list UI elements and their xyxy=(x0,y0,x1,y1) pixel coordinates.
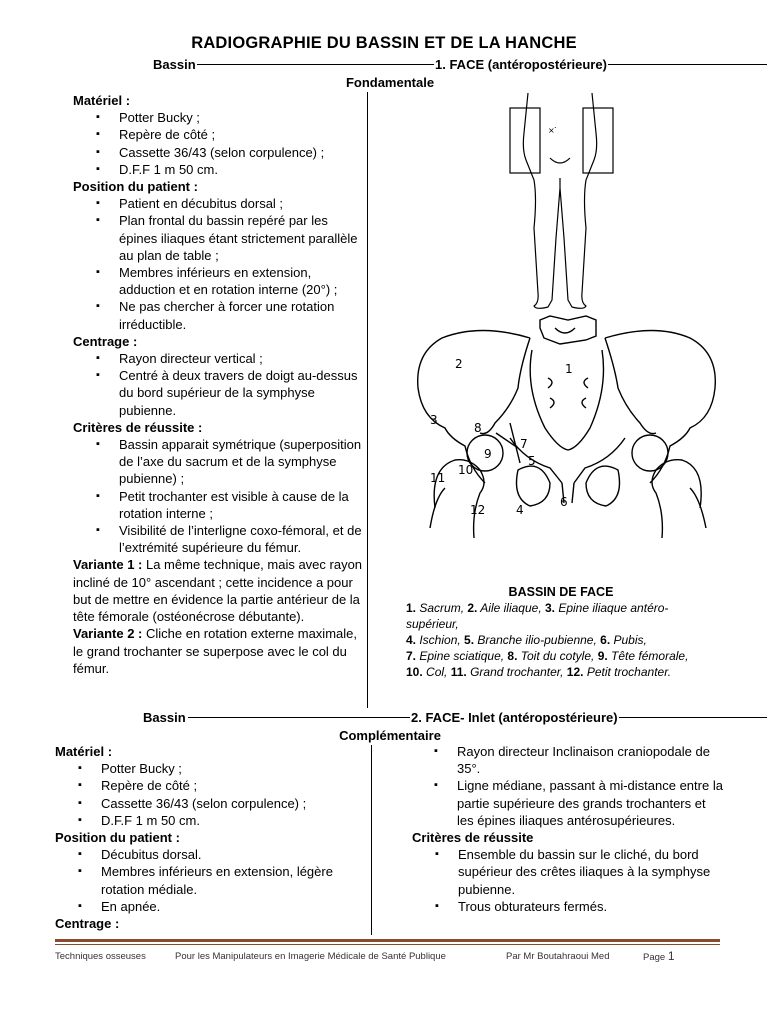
figure-label-3: 3 xyxy=(430,413,438,427)
section1-left-label: Bassin xyxy=(153,57,196,72)
list-item: ▪ Trous obturateurs fermés. xyxy=(412,898,724,915)
legend-term: Tête fémorale, xyxy=(607,649,689,663)
variante-2-text: Cliche en rotation externe maximale, le grand trochanter se superpose avec le col du fémur. xyxy=(73,626,357,676)
position-heading: Position du patient : xyxy=(73,179,198,195)
variante-1-text: La même technique, mais avec rayon incliné de 10° ascendant ; cette incidence a pour but de mettre en évidence la partie antérieur de la tête fémorale (ostéonécrose débutante). xyxy=(73,557,363,625)
list-item: ▪ D.F.F 1 m 50 cm. xyxy=(73,161,365,178)
list-item: ▪ Centré à deux travers de doigt au-dessus du bord supérieur de la symphyse pubienne. xyxy=(73,367,365,419)
figure-label-7: 7 xyxy=(520,437,528,451)
section2-left-column xyxy=(55,743,367,932)
figure-caption xyxy=(406,584,716,680)
legend-term: Ischion, xyxy=(416,633,465,647)
figure-label-8: 8 xyxy=(474,421,482,435)
legend-line xyxy=(406,632,716,648)
legend-number: 8. xyxy=(507,649,518,663)
page-number: 1 xyxy=(667,949,675,963)
legend-term: Aile iliaque, xyxy=(477,601,545,615)
legend-term: Branche ilio-pubienne, xyxy=(474,633,601,647)
list-item: ▪ Potter Bucky ; xyxy=(73,109,365,126)
legend-term: Epine sciatique, xyxy=(416,649,508,663)
figure-label-1: 1 xyxy=(565,362,573,376)
list-item: ▪ Visibilité de l’interligne coxo-fémoral, et de l’extrémité supérieure du fémur. xyxy=(73,522,365,556)
criteres-heading: Critères de réussite : xyxy=(73,419,203,435)
figure-label-5: 5 xyxy=(528,454,536,468)
legend-number: 7. xyxy=(406,649,417,663)
legend-line xyxy=(406,600,716,632)
list-item: ▪ Ligne médiane, passant à mi-distance entre la partie supérieure des grands trochanters et les épines iliaques antérosupérieures. xyxy=(411,777,724,829)
legend-term: Col, xyxy=(422,665,451,679)
list-item: ▪ Décubitus dorsal. xyxy=(55,846,367,863)
footer-left: Techniques osseuses xyxy=(55,951,146,962)
footer-author: Par Mr Boutahraoui Med xyxy=(506,951,610,962)
figure-label-9: 9 xyxy=(484,447,492,461)
list-item: ▪ Bassin apparait symétrique (superposition de l’axe du sacrum et de la symphyse pubienne) ; xyxy=(73,436,365,488)
section2-subtitle: Complémentaire xyxy=(339,728,441,743)
figure-label-4: 4 xyxy=(516,503,524,517)
section1-header xyxy=(0,56,768,74)
centrage-heading: Centrage : xyxy=(55,916,120,932)
legend-number: 10. xyxy=(406,665,423,679)
legend-number: 1. xyxy=(406,601,417,615)
column-divider xyxy=(367,92,368,708)
figure-label-10: 10 xyxy=(458,463,474,477)
criteres-heading: Critères de réussite xyxy=(412,830,534,846)
legend-number: 3. xyxy=(544,601,555,615)
figure-label-2: 2 xyxy=(455,357,463,371)
list-item: ▪ Rayon directeur Inclinaison craniopodale de 35°. xyxy=(411,743,724,777)
list-item: ▪ Cassette 36/43 (selon corpulence) ; xyxy=(73,144,365,161)
list-item: ▪ Patient en décubitus dorsal ; xyxy=(73,195,365,212)
column-divider-2 xyxy=(371,745,372,935)
section1-subtitle: Fondamentale xyxy=(345,75,435,90)
legend-term: Toit du cotyle, xyxy=(517,649,598,663)
legend-line xyxy=(406,664,716,680)
materiel-heading: Matériel : xyxy=(55,744,113,759)
legend-number: 2. xyxy=(467,601,478,615)
footer-page-label: Page xyxy=(643,952,666,963)
section1-left-column xyxy=(73,92,365,677)
variante-1-label: Variante 1 : xyxy=(73,557,143,573)
list-item: ▪ Ne pas chercher à forcer une rotation irréductible. xyxy=(73,298,365,332)
page-title: RADIOGRAPHIE DU BASSIN ET DE LA HANCHE xyxy=(191,34,577,52)
centrage-heading: Centrage : xyxy=(73,333,138,349)
figure-label-6: 6 xyxy=(560,495,568,509)
section2-left-label: Bassin xyxy=(143,710,186,725)
legend-number: 6. xyxy=(600,633,611,647)
footer-page xyxy=(643,948,675,966)
legend-line xyxy=(406,648,716,664)
list-item: ▪ Membres inférieurs en extension, légère rotation médiale. xyxy=(55,863,367,897)
legend-number: 9. xyxy=(597,649,608,663)
list-item: ▪ En apnée. xyxy=(55,898,367,915)
list-item: ▪ Repère de côté ; xyxy=(55,777,367,794)
list-item: ▪ Membres inférieurs en extension, adduction et en rotation interne (20°) ; xyxy=(73,264,365,298)
section2-header xyxy=(0,709,768,727)
variante-2-label: Variante 2 : xyxy=(73,626,143,642)
section2-right-label: 2. FACE- Inlet (antéropostérieure) xyxy=(411,710,618,725)
legend-number: 11. xyxy=(450,665,467,679)
legend-term: Sacrum, xyxy=(416,601,468,615)
list-item: ▪ Rayon directeur vertical ; xyxy=(73,350,365,367)
figure-label-11: 11 xyxy=(430,471,446,485)
legend-term: Grand trochanter, xyxy=(466,665,567,679)
list-item: ▪ Cassette 36/43 (selon corpulence) ; xyxy=(55,795,367,812)
pelvis-figure xyxy=(400,88,730,538)
legend-term: Pubis, xyxy=(610,633,647,647)
figure-label-12: 12 xyxy=(470,503,486,517)
footer-middle: Pour les Manipulateurs en Imagerie Médicale de Santé Publique xyxy=(175,951,446,962)
list-item: ▪ Ensemble du bassin sur le cliché, du bord supérieur des crêtes iliaques à la symphyse pubienne. xyxy=(412,846,724,898)
footer-rule xyxy=(55,939,720,942)
legend-number: 4. xyxy=(406,633,417,647)
section2-right-column xyxy=(412,743,724,915)
list-item: ▪ Petit trochanter est visible à cause de la rotation interne ; xyxy=(73,488,365,522)
footer-rule-thin xyxy=(55,944,720,945)
patient-silhouette xyxy=(510,93,613,308)
list-item: ▪ Potter Bucky ; xyxy=(55,760,367,777)
figure-caption-title: BASSIN DE FACE xyxy=(508,585,614,599)
materiel-heading: Matériel : xyxy=(73,93,131,108)
variante-2 xyxy=(73,625,365,677)
legend-term: Epine iliaque antéro-supérieur, xyxy=(406,601,669,631)
section1-right-label: 1. FACE (antéropostérieure) xyxy=(435,57,607,72)
list-item: ▪ D.F.F 1 m 50 cm. xyxy=(55,812,367,829)
list-item: ▪ Repère de côté ; xyxy=(73,126,365,143)
legend-number: 12. xyxy=(566,665,584,679)
legend-term: Petit trochanter. xyxy=(583,665,672,679)
svg-text:×: × xyxy=(548,126,555,135)
position-heading: Position du patient : xyxy=(55,830,180,846)
legend-number: 5. xyxy=(464,633,475,647)
svg-text:.: . xyxy=(554,121,557,130)
list-item: ▪ Plan frontal du bassin repéré par les épines iliaques étant strictement parallèle au plan de table ; xyxy=(73,212,365,264)
variante-1 xyxy=(73,556,365,625)
